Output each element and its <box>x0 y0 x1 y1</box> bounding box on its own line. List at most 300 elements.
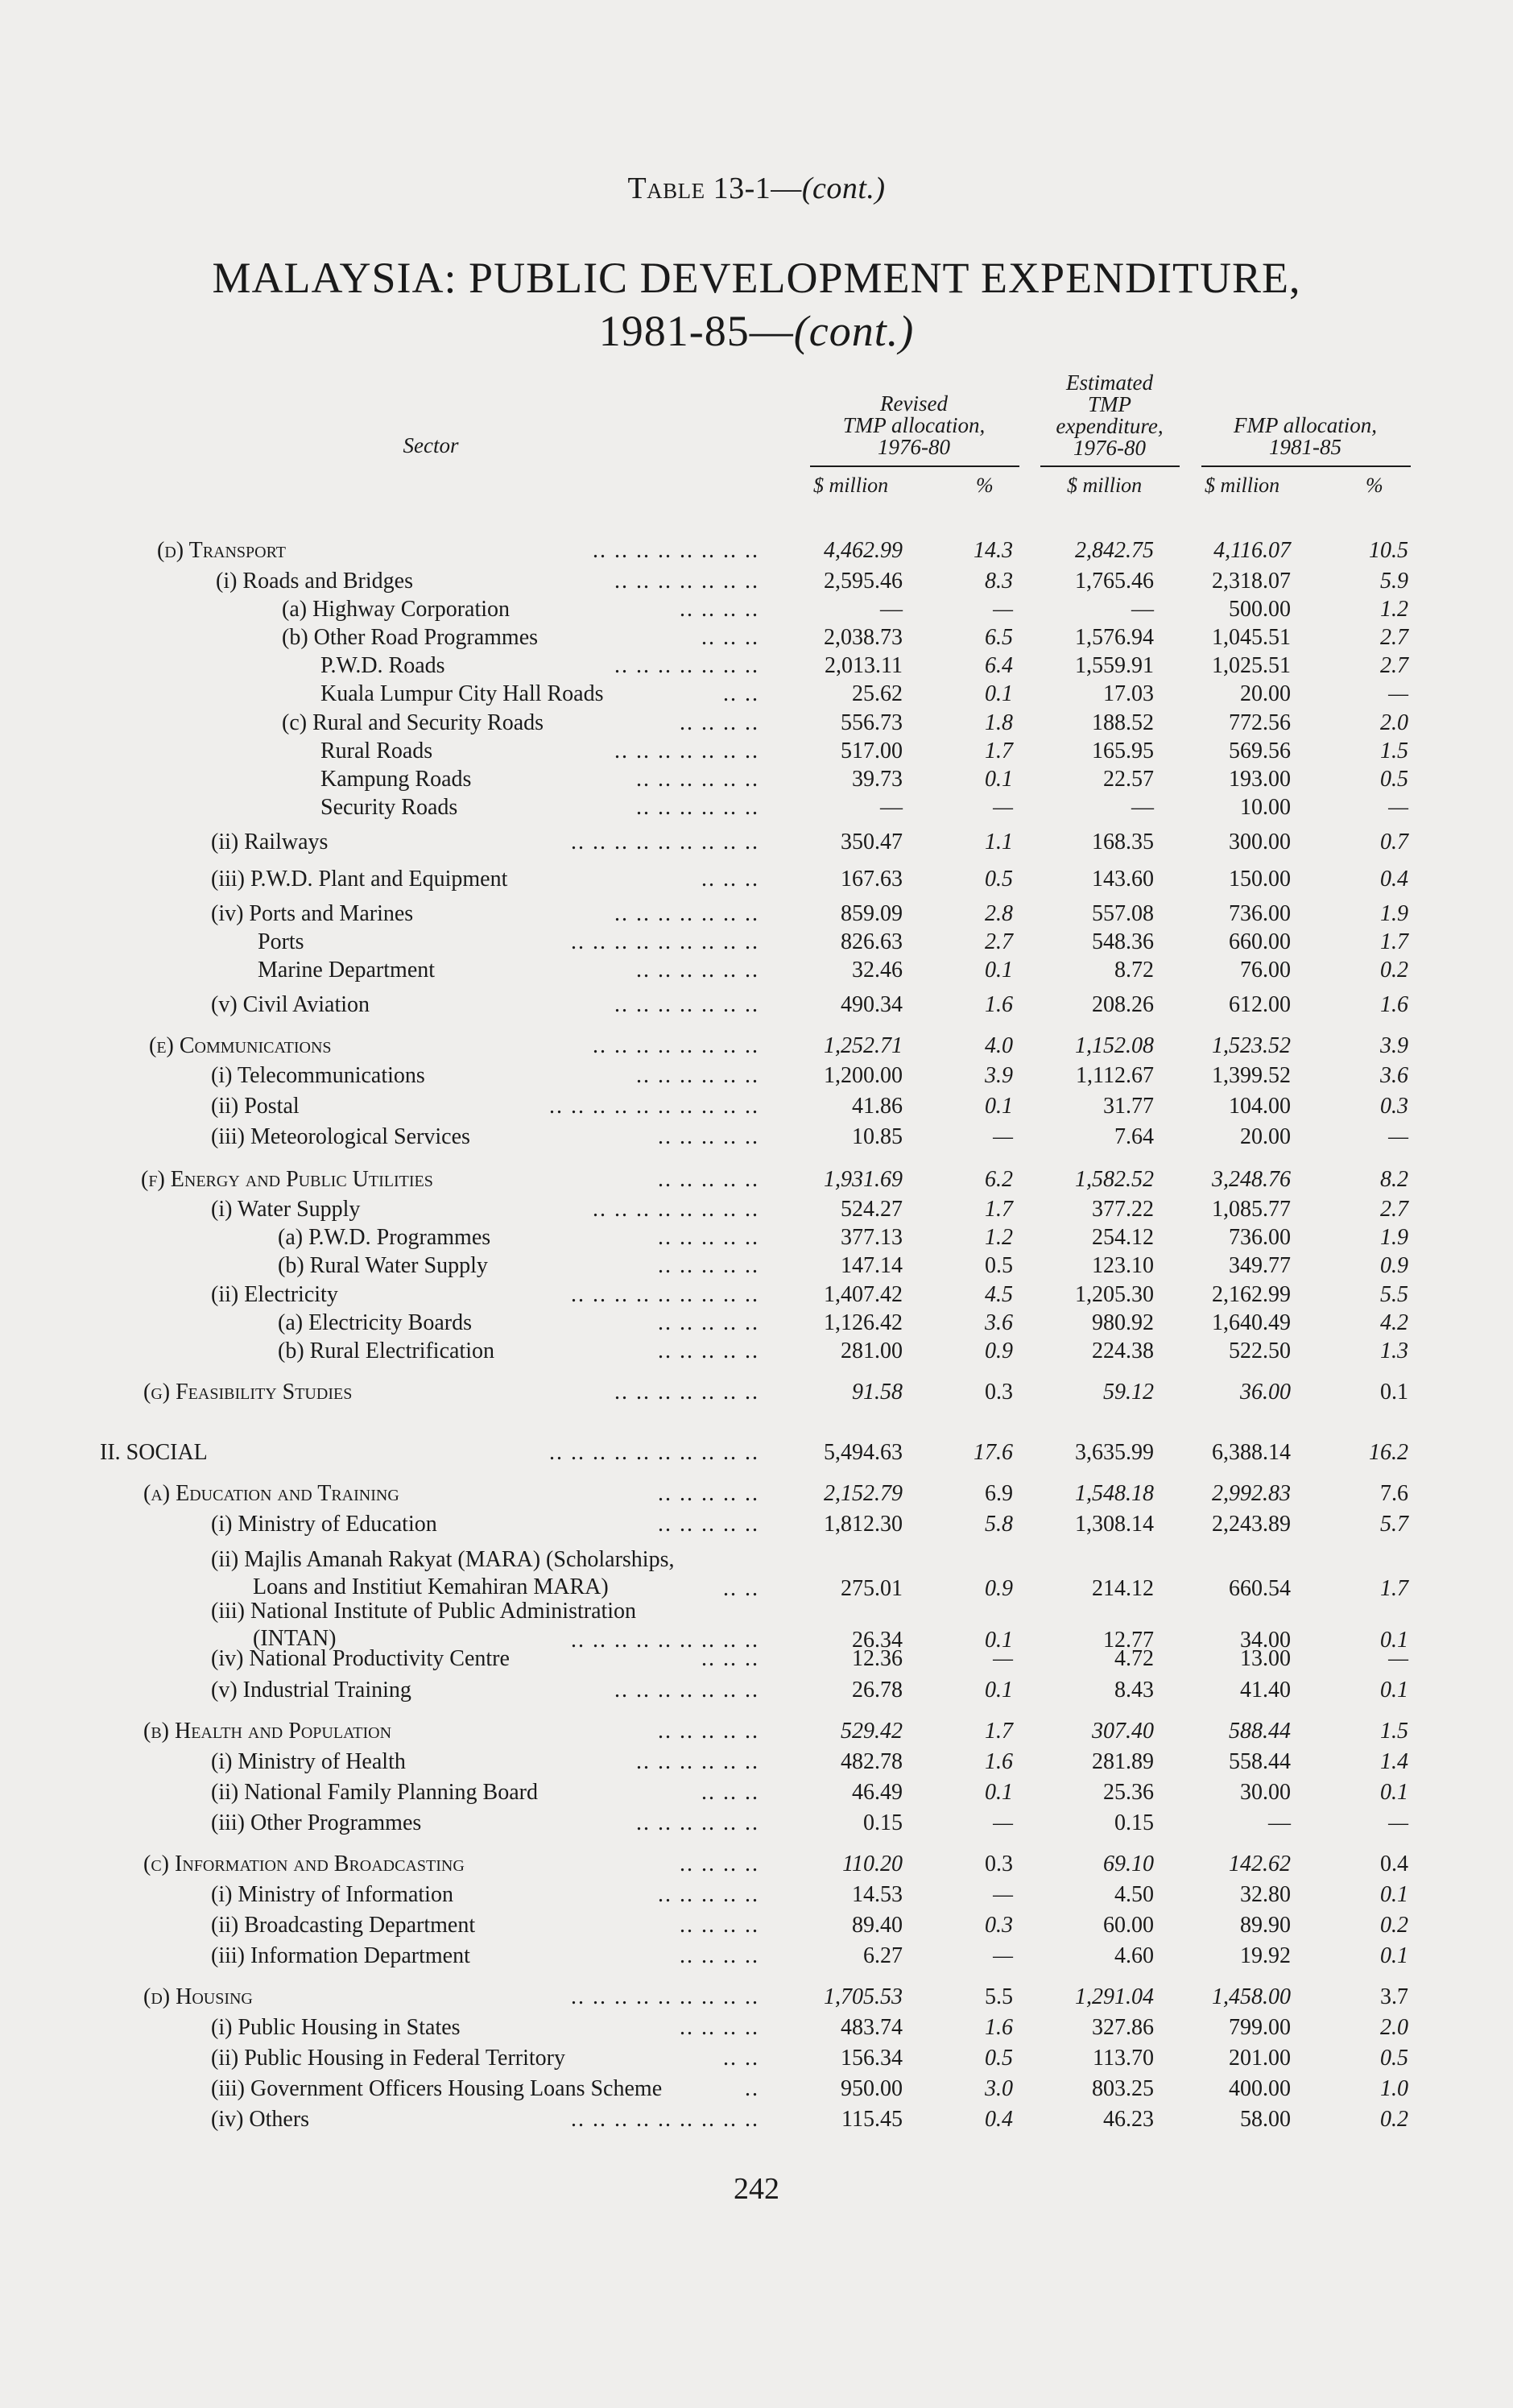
cell-c4: 736.00 <box>1229 901 1291 926</box>
row-label: (b) Rural Electrification <box>278 1338 494 1363</box>
cell-c3: 377.22 <box>1092 1197 1154 1222</box>
cell-c5: 1.7 <box>1380 1576 1408 1601</box>
cell-c1: 1,126.42 <box>824 1310 903 1335</box>
cell-c4: 772.56 <box>1229 710 1291 735</box>
table-row <box>0 1124 1513 1150</box>
table-row <box>0 1512 1513 1537</box>
cell-c2: 1.6 <box>985 2015 1013 2040</box>
table-row <box>0 1481 1513 1507</box>
cell-c1: 1,200.00 <box>824 1063 903 1088</box>
cell-c1: 89.40 <box>852 1913 903 1938</box>
row-label: Kampung Roads <box>320 767 472 792</box>
cell-c5: 2.0 <box>1380 2015 1408 2040</box>
header-rule-revised <box>810 465 1019 467</box>
cell-c3: 307.40 <box>1092 1719 1154 1744</box>
cell-c1: 26.78 <box>852 1678 903 1703</box>
row-label: (a) Highway Corporation <box>282 597 511 622</box>
cell-c5: 2.0 <box>1380 710 1408 735</box>
cell-c3: — <box>1131 795 1154 820</box>
cell-c2: 1.7 <box>985 1197 1013 1222</box>
cell-c5: 0.7 <box>1380 830 1408 854</box>
cell-c3: 1,308.14 <box>1075 1512 1154 1537</box>
cell-c4: 30.00 <box>1240 1780 1291 1805</box>
cell-c2: 0.4 <box>985 2107 1013 2132</box>
cell-c2: 6.2 <box>985 1167 1013 1192</box>
cell-c3: 46.23 <box>1103 2107 1154 2132</box>
cell-c1: 350.47 <box>841 830 903 854</box>
cell-c1: 529.42 <box>841 1719 903 1744</box>
row-label-continued: (INTAN) <box>253 1626 337 1651</box>
cell-c1: 490.34 <box>841 992 903 1017</box>
leader-dots: .. .. .. .. .. .. <box>636 958 759 983</box>
table-row <box>0 1338 1513 1364</box>
row-label: (b) Rural Water Supply <box>278 1253 488 1278</box>
cell-c4: 558.44 <box>1229 1749 1291 1774</box>
row-label: (ii) Public Housing in Federal Territory <box>211 2046 566 2071</box>
cell-c5: 8.2 <box>1380 1167 1408 1192</box>
cell-c3: 281.89 <box>1092 1749 1154 1774</box>
cell-c4: 2,243.89 <box>1212 1512 1291 1537</box>
cell-c5: 0.3 <box>1380 1094 1408 1119</box>
leader-dots: .. .. .. .. .. .. .. .. <box>593 1197 759 1222</box>
leader-dots: .. .. .. .. .. .. .. .. .. <box>571 1628 759 1653</box>
cell-c3: 3,635.99 <box>1075 1440 1154 1465</box>
cell-c5: 1.3 <box>1380 1338 1408 1363</box>
cell-c2: 3.9 <box>985 1063 1013 1088</box>
cell-c5: 0.1 <box>1380 1943 1408 1968</box>
cell-c3: 123.10 <box>1092 1253 1154 1278</box>
cell-c1: 1,407.42 <box>824 1282 903 1307</box>
cell-c4: 1,458.00 <box>1212 1984 1291 2009</box>
leader-dots: .. .. .. .. <box>680 2015 759 2040</box>
cell-c5: 1.9 <box>1380 1225 1408 1250</box>
table-row <box>0 867 1513 892</box>
leader-dots: .. .. .. <box>701 1780 759 1805</box>
leader-dots: .. .. .. .. .. .. <box>636 795 759 820</box>
table-row <box>0 739 1513 764</box>
cell-c3: 7.64 <box>1114 1124 1154 1149</box>
cell-c2: 0.1 <box>985 1678 1013 1703</box>
leader-dots: .. .. .. .. <box>680 1913 759 1938</box>
cell-c5: 0.1 <box>1380 1678 1408 1703</box>
table-row <box>0 1810 1513 1836</box>
cell-c4: 349.77 <box>1229 1253 1291 1278</box>
cell-c2: 2.7 <box>985 929 1013 954</box>
row-label: II. SOCIAL <box>100 1440 208 1465</box>
leader-dots: .. .. .. .. .. <box>658 1124 759 1149</box>
cell-c2: 0.3 <box>985 1380 1013 1405</box>
row-label: (d) Transport <box>157 538 286 563</box>
cell-c3: 1,548.18 <box>1075 1481 1154 1506</box>
row-label: (ii) Electricity <box>211 1282 338 1307</box>
row-label: (i) Telecommunications <box>211 1063 425 1088</box>
row-label: (iii) P.W.D. Plant and Equipment <box>211 867 508 892</box>
table-row <box>0 1094 1513 1119</box>
cell-c4: 41.40 <box>1240 1678 1291 1703</box>
cell-c4: 400.00 <box>1229 2076 1291 2101</box>
cell-c2: — <box>993 1810 1013 1835</box>
cell-c4: 2,992.83 <box>1212 1481 1291 1506</box>
cell-c2: 0.5 <box>985 2046 1013 2071</box>
leader-dots: .. .. .. .. .. <box>658 1481 759 1506</box>
cell-c4: 3,248.76 <box>1212 1167 1291 1192</box>
cell-c1: 1,931.69 <box>824 1167 903 1192</box>
cell-c2: 0.1 <box>985 1780 1013 1805</box>
unit-revised-percent: % <box>976 474 994 497</box>
cell-c4: 1,085.77 <box>1212 1197 1291 1222</box>
cell-c4: 104.00 <box>1229 1094 1291 1119</box>
leader-dots: .. <box>745 2076 759 2101</box>
cell-c1: 14.53 <box>852 1882 903 1907</box>
leader-dots: .. .. .. <box>701 1646 759 1671</box>
cell-c3: 8.43 <box>1114 1678 1154 1703</box>
cell-c5: 3.6 <box>1380 1063 1408 1088</box>
leader-dots: .. .. .. .. .. .. .. <box>614 739 759 763</box>
table-row <box>0 901 1513 927</box>
row-label: (i) Ministry of Education <box>211 1512 437 1537</box>
table-row <box>0 795 1513 821</box>
cell-c5: 0.5 <box>1380 767 1408 792</box>
cell-c5: 2.7 <box>1380 653 1408 678</box>
cell-c1: 5,494.63 <box>824 1440 903 1465</box>
row-label-continued: Loans and Institiut Kemahiran MARA) <box>253 1574 609 1599</box>
cell-c2: 0.9 <box>985 1576 1013 1601</box>
row-label: (v) Civil Aviation <box>211 992 370 1017</box>
row-label: (g) Feasibility Studies <box>143 1380 353 1405</box>
leader-dots: .. .. <box>723 2046 759 2071</box>
row-label: Kuala Lumpur City Hall Roads <box>320 681 604 706</box>
cell-c1: 41.86 <box>852 1094 903 1119</box>
cell-c3: 69.10 <box>1103 1852 1154 1876</box>
cell-c2: 5.5 <box>985 1984 1013 2009</box>
cell-c1: 950.00 <box>841 2076 903 2101</box>
table-row <box>0 1253 1513 1279</box>
leader-dots: .. .. .. <box>701 625 759 650</box>
cell-c4: 58.00 <box>1240 2107 1291 2132</box>
cell-c5: 16.2 <box>1369 1440 1408 1465</box>
cell-c2: — <box>993 1646 1013 1671</box>
cell-c3: 168.35 <box>1092 830 1154 854</box>
title-line-2: 1981-85—(cont.) <box>598 307 915 355</box>
cell-c4: 1,399.52 <box>1212 1063 1291 1088</box>
cell-c4: 569.56 <box>1229 739 1291 763</box>
cell-c3: 1,582.52 <box>1075 1167 1154 1192</box>
cell-c1: 46.49 <box>852 1780 903 1805</box>
cell-c1: 25.62 <box>852 681 903 706</box>
cell-c1: 281.00 <box>841 1338 903 1363</box>
leader-dots: .. .. .. .. .. .. <box>636 1749 759 1774</box>
table-row <box>0 1310 1513 1336</box>
unit-fmp-million: $ million <box>1205 474 1280 497</box>
cell-c3: 143.60 <box>1092 867 1154 892</box>
row-label: (iii) Information Department <box>211 1943 470 1968</box>
row-label: (ii) Railways <box>211 830 329 854</box>
cell-c3: 548.36 <box>1092 929 1154 954</box>
leader-dots: .. .. .. .. .. <box>658 1310 759 1335</box>
title-line-1: MALAYSIA: PUBLIC DEVELOPMENT EXPENDITURE, <box>212 254 1301 302</box>
table-row <box>0 1913 1513 1938</box>
cell-c2: 0.1 <box>985 958 1013 983</box>
leader-dots: .. .. .. .. .. .. .. <box>614 653 759 678</box>
cell-c2: 6.4 <box>985 653 1013 678</box>
cell-c4: 736.00 <box>1229 1225 1291 1250</box>
cell-c2: 0.5 <box>985 1253 1013 1278</box>
table-row <box>0 992 1513 1018</box>
cell-c1: 4,462.99 <box>824 538 903 563</box>
cell-c5: 10.5 <box>1369 538 1408 563</box>
row-label: (b) Health and Population <box>143 1719 392 1744</box>
cell-c5: 0.1 <box>1380 1628 1408 1653</box>
cell-c2: 0.3 <box>985 1852 1013 1876</box>
cell-c2: 1.2 <box>985 1225 1013 1250</box>
cell-c1: 556.73 <box>841 710 903 735</box>
cell-c1: 110.20 <box>842 1852 903 1876</box>
leader-dots: .. .. .. .. .. .. <box>636 1063 759 1088</box>
cell-c3: 327.86 <box>1092 2015 1154 2040</box>
table-row <box>0 1719 1513 1744</box>
row-label: Security Roads <box>320 795 458 820</box>
cell-c1: 1,812.30 <box>824 1512 903 1537</box>
leader-dots: .. .. .. .. .. .. .. <box>614 1678 759 1703</box>
table-row <box>0 569 1513 594</box>
table-row <box>0 625 1513 651</box>
cell-c3: 4.50 <box>1114 1882 1154 1907</box>
cell-c5: — <box>1388 681 1408 706</box>
cell-c4: 19.92 <box>1240 1943 1291 1968</box>
cell-c5: 5.7 <box>1380 1512 1408 1537</box>
table-row <box>0 2107 1513 2133</box>
table-row <box>0 1943 1513 1969</box>
leader-dots: .. .. .. .. <box>680 1852 759 1876</box>
cell-c3: — <box>1131 597 1154 622</box>
cell-c2: 6.9 <box>985 1481 1013 1506</box>
leader-dots: .. .. .. .. .. <box>658 1338 759 1363</box>
cell-c3: 4.72 <box>1114 1646 1154 1671</box>
table-row <box>0 1063 1513 1089</box>
cell-c4: 660.00 <box>1229 929 1291 954</box>
cell-c3: 1,765.46 <box>1075 569 1154 594</box>
leader-dots: .. .. <box>723 1576 759 1601</box>
cell-c4: 193.00 <box>1229 767 1291 792</box>
cell-c1: 6.27 <box>863 1943 903 1968</box>
table-row <box>0 2015 1513 2041</box>
cell-c5: 0.1 <box>1380 1882 1408 1907</box>
cell-c4: 2,162.99 <box>1212 1282 1291 1307</box>
table-row <box>0 597 1513 623</box>
cell-c2: 17.6 <box>974 1440 1013 1465</box>
cell-c2: 4.0 <box>985 1033 1013 1058</box>
leader-dots: .. .. .. .. .. <box>658 1167 759 1192</box>
cell-c4: 1,640.49 <box>1212 1310 1291 1335</box>
cell-c4: 799.00 <box>1229 2015 1291 2040</box>
cell-c1: 0.15 <box>863 1810 903 1835</box>
cell-c5: 1.9 <box>1380 901 1408 926</box>
cell-c4: 34.00 <box>1240 1628 1291 1653</box>
leader-dots: .. .. .. .. .. .. .. .. .. .. <box>549 1094 759 1119</box>
cell-c2: 0.9 <box>985 1338 1013 1363</box>
page-title <box>0 251 1513 358</box>
cell-c4: 10.00 <box>1240 795 1291 820</box>
cell-c3: 60.00 <box>1103 1913 1154 1938</box>
header-estimated: Estimated TMP expenditure, 1976-80 <box>1056 370 1164 460</box>
header-fmp: FMP allocation, 1981-85 <box>1234 413 1377 459</box>
cell-c2: 8.3 <box>985 569 1013 594</box>
row-label: (a) Education and Training <box>143 1481 399 1506</box>
cell-c4: 612.00 <box>1229 992 1291 1017</box>
cell-c5: 0.4 <box>1380 867 1408 892</box>
header-revised: Revised TMP allocation, 1976-80 <box>842 391 986 459</box>
cell-c1: 482.78 <box>841 1749 903 1774</box>
leader-dots: .. .. .. .. .. .. <box>636 1810 759 1835</box>
cell-c5: 2.7 <box>1380 625 1408 650</box>
cell-c3: 17.03 <box>1103 681 1154 706</box>
cell-c2: — <box>993 1882 1013 1907</box>
row-label: (i) Ministry of Information <box>211 1882 453 1907</box>
cell-c5: 0.4 <box>1380 1852 1408 1876</box>
cell-c3: 803.25 <box>1092 2076 1154 2101</box>
row-label: (iv) Ports and Marines <box>211 901 414 926</box>
leader-dots: .. .. .. .. .. .. .. .. .. <box>571 929 759 954</box>
row-label: (i) Water Supply <box>211 1197 361 1222</box>
row-label: (c) Information and Broadcasting <box>143 1852 465 1876</box>
cell-c2: 3.6 <box>985 1310 1013 1335</box>
leader-dots: .. .. .. .. .. .. .. .. .. <box>571 2107 759 2132</box>
cell-c2: — <box>993 795 1013 820</box>
cell-c3: 25.36 <box>1103 1780 1154 1805</box>
cell-c1: 483.74 <box>841 2015 903 2040</box>
cell-c3: 8.72 <box>1114 958 1154 983</box>
cell-c1: 156.34 <box>841 2046 903 2071</box>
cell-c3: 2,842.75 <box>1075 538 1154 563</box>
cell-c4: — <box>1268 1810 1291 1835</box>
table-row <box>0 1033 1513 1059</box>
table-row <box>0 1547 1513 1602</box>
table-row <box>0 1599 1513 1653</box>
cell-c1: 517.00 <box>841 739 903 763</box>
cell-c2: 14.3 <box>974 538 1013 563</box>
leader-dots: .. .. .. .. .. .. .. .. .. .. <box>549 1440 759 1465</box>
cell-c3: 214.12 <box>1092 1576 1154 1601</box>
cell-c4: 1,025.51 <box>1212 653 1291 678</box>
cell-c3: 113.70 <box>1093 2046 1154 2071</box>
cell-c3: 59.12 <box>1103 1380 1154 1405</box>
cell-c4: 2,318.07 <box>1212 569 1291 594</box>
cell-c5: 4.2 <box>1380 1310 1408 1335</box>
cell-c1: 2,013.11 <box>825 653 903 678</box>
row-label: (i) Public Housing in States <box>211 2015 461 2040</box>
cell-c1: 26.34 <box>852 1628 903 1653</box>
row-label: (ii) Broadcasting Department <box>211 1913 476 1938</box>
cell-c5: 0.9 <box>1380 1253 1408 1278</box>
row-label: (d) Housing <box>143 1984 253 2009</box>
table-row <box>0 958 1513 983</box>
leader-dots: .. .. .. .. .. <box>658 1225 759 1250</box>
cell-c1: 147.14 <box>841 1253 903 1278</box>
cell-c5: — <box>1388 1124 1408 1149</box>
row-label: (iv) Others <box>211 2107 310 2132</box>
header-rule-estimated <box>1040 465 1180 467</box>
cell-c3: 980.92 <box>1092 1310 1154 1335</box>
cell-c3: 1,205.30 <box>1075 1282 1154 1307</box>
leader-dots: .. .. .. .. .. <box>658 1512 759 1537</box>
cell-c2: — <box>993 597 1013 622</box>
cell-c5: 1.5 <box>1380 1719 1408 1744</box>
leader-dots: .. .. .. .. .. <box>658 1882 759 1907</box>
cell-c2: 0.5 <box>985 867 1013 892</box>
cell-c2: 0.1 <box>985 1628 1013 1653</box>
cell-c3: 12.77 <box>1103 1628 1154 1653</box>
cell-c3: 0.15 <box>1114 1810 1154 1835</box>
cell-c4: 6,388.14 <box>1212 1440 1291 1465</box>
cell-c2: 0.1 <box>985 767 1013 792</box>
table-row <box>0 1646 1513 1672</box>
table-row <box>0 681 1513 707</box>
cell-c2: 1.7 <box>985 1719 1013 1744</box>
leader-dots: .. .. .. .. .. .. .. .. <box>593 538 759 563</box>
leader-dots: .. .. .. .. <box>680 710 759 735</box>
row-label: (iii) Meteorological Services <box>211 1124 470 1149</box>
cell-c4: 201.00 <box>1229 2046 1291 2071</box>
cell-c5: 0.2 <box>1380 958 1408 983</box>
cell-c2: 1.1 <box>985 830 1013 854</box>
table-row <box>0 1167 1513 1193</box>
cell-c3: 224.38 <box>1092 1338 1154 1363</box>
cell-c3: 557.08 <box>1092 901 1154 926</box>
cell-c5: 0.5 <box>1380 2046 1408 2071</box>
cell-c3: 1,576.94 <box>1075 625 1154 650</box>
table-row <box>0 1984 1513 2010</box>
cell-c4: 150.00 <box>1229 867 1291 892</box>
cell-c5: 1.6 <box>1380 992 1408 1017</box>
table-row <box>0 2076 1513 2102</box>
cell-c5: 0.2 <box>1380 1913 1408 1938</box>
row-label: (a) Electricity Boards <box>278 1310 473 1335</box>
cell-c1: 12.36 <box>852 1646 903 1671</box>
cell-c1: — <box>880 597 903 622</box>
table-row <box>0 767 1513 792</box>
leader-dots: .. .. .. .. .. .. .. <box>614 569 759 594</box>
row-label: (ii) National Family Planning Board <box>211 1780 538 1805</box>
row-label: Rural Roads <box>320 739 433 763</box>
row-label: (ii) Postal <box>211 1094 300 1119</box>
table-row <box>0 710 1513 736</box>
cell-c5: — <box>1388 795 1408 820</box>
table-row <box>0 1225 1513 1251</box>
row-label: P.W.D. Roads <box>320 653 445 678</box>
header-sector: Sector <box>403 433 459 457</box>
leader-dots: .. .. .. .. .. <box>658 1719 759 1744</box>
cell-c3: 22.57 <box>1103 767 1154 792</box>
table-row <box>0 653 1513 679</box>
cell-c2: 3.0 <box>985 2076 1013 2101</box>
table-row <box>0 1749 1513 1775</box>
row-label: (e) Communications <box>149 1033 332 1058</box>
cell-c2: 6.5 <box>985 625 1013 650</box>
cell-c5: 1.2 <box>1380 597 1408 622</box>
cell-c2: 0.1 <box>985 1094 1013 1119</box>
cell-c3: 1,112.67 <box>1076 1063 1154 1088</box>
leader-dots: .. .. .. .. .. <box>658 1253 759 1278</box>
cell-c3: 4.60 <box>1114 1943 1154 1968</box>
cell-c1: 1,252.71 <box>824 1033 903 1058</box>
cell-c3: 1,559.91 <box>1075 653 1154 678</box>
leader-dots: .. .. .. .. .. .. .. <box>614 992 759 1017</box>
cell-c5: 0.1 <box>1380 1780 1408 1805</box>
cell-c1: 39.73 <box>852 767 903 792</box>
cell-c5: 0.2 <box>1380 2107 1408 2132</box>
cell-c5: 0.1 <box>1380 1380 1408 1405</box>
row-label: (a) P.W.D. Programmes <box>278 1225 491 1250</box>
